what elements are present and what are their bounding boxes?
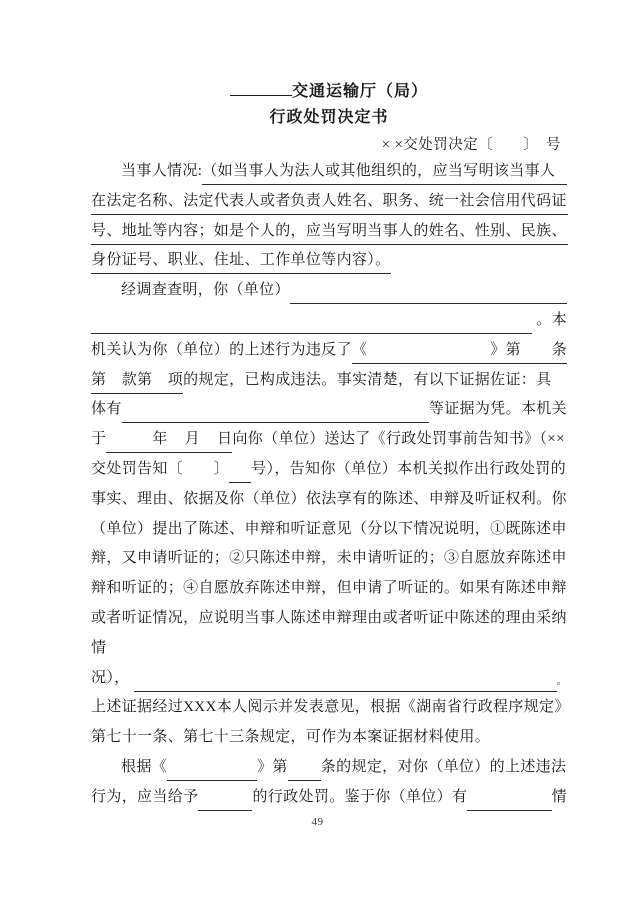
blank-field — [134, 666, 557, 692]
org-title-line — [91, 79, 567, 105]
doc-line — [91, 368, 567, 398]
blank-field — [467, 785, 551, 811]
text-segment: 的行政处罚。鉴于你（单位）有 — [252, 788, 468, 805]
text-segment: 的规定，已构成违法。事实清楚，有以下证据佐证：具 — [183, 371, 552, 388]
doc-line — [91, 785, 567, 815]
doc-line — [91, 695, 570, 725]
text-segment: 月 — [185, 427, 200, 453]
text-segment: 体有 — [91, 401, 122, 418]
text-segment: 事实、理由、依据及你（单位）依法享有的陈述、申辩及听证权利。你 — [91, 490, 567, 507]
page-number: 49 — [311, 816, 324, 828]
text-segment: 当事人情况: — [121, 163, 203, 179]
text-segment: 等证据为凭。本机关 — [428, 401, 567, 418]
doc-line — [91, 666, 567, 696]
text-segment: 行为，应当给予 — [91, 788, 199, 805]
text-segment: 辩和听证的；④自愿放弃陈述申辩，但申请了听证的。如果有陈述申辩 — [91, 580, 567, 597]
text-segment: 经调查查明，你（单位） — [121, 282, 290, 299]
blank-field — [288, 755, 321, 781]
text-segment: 情 — [551, 788, 567, 805]
blank-field — [555, 159, 567, 185]
doc-line — [91, 308, 567, 338]
text-segment: （单位）提出了陈述、申辩和听证意见（分以下情况说明，①既陈述申 — [91, 520, 567, 537]
org-title-suffix: 交通运输厅（局） — [291, 83, 428, 100]
doc-line — [91, 248, 567, 278]
doc-line — [91, 517, 567, 547]
text-segment: 交处罚告知〔 〕 — [91, 460, 230, 477]
text-segment: 身份证号、职业、住址、工作单位等内容）。 — [91, 248, 391, 274]
text-segment: 》第 — [257, 758, 288, 775]
doc-number: × ×交处罚决定〔 〕 号 — [381, 137, 561, 153]
text-segment: 第七十一条、第七十三条规定，可作为本案证据材料使用。 — [91, 729, 491, 746]
doc-line — [91, 487, 567, 517]
text-segment: 辩，又申请听证的；②只陈述申辩，未申请听证的；③自愿放弃陈述申 — [91, 550, 567, 567]
doc-line — [91, 427, 567, 457]
blank-field — [106, 427, 152, 453]
text-segment: 或者听证情况，应说明当事人陈述申辩理由或者听证中陈述的理由采纳 — [91, 609, 567, 626]
text-segment: 。 — [556, 675, 567, 687]
doc-line — [91, 636, 567, 666]
text-segment: 号、地址等内容；如是个人的，应当写明当事人的姓名、性别、民族、 — [91, 219, 567, 245]
blank-field — [168, 427, 185, 453]
text-segment: 情 — [91, 639, 107, 656]
doc-body — [91, 159, 570, 815]
text-segment: 在法定名称、法定代表人或者负责人姓名、职务、统一社会信用代码证 — [91, 189, 567, 215]
doc-line — [91, 159, 567, 189]
doc-line — [91, 219, 567, 249]
text-segment: 号），告知你（单位）本机关拟作出行政处罚的 — [251, 460, 567, 477]
doc-line — [91, 397, 567, 427]
text-segment: 根据《 — [121, 758, 168, 775]
paragraph-indent — [91, 159, 121, 184]
text-segment: 况）， — [91, 669, 134, 686]
doc-line — [91, 189, 567, 219]
text-segment: 。本 — [532, 311, 567, 328]
document-content — [91, 79, 570, 815]
doc-line — [91, 725, 567, 755]
paragraph-indent — [91, 755, 121, 780]
blank-field — [122, 397, 429, 423]
text-segment: （如当事人为法人或其他组织的，应当写明该当事人 — [202, 159, 555, 185]
blank-field — [91, 308, 532, 334]
blank-field — [167, 755, 257, 781]
doc-line — [91, 606, 567, 636]
blank-field — [367, 338, 490, 364]
doc-line — [91, 755, 567, 785]
text-segment: 第 款第 项 — [91, 368, 183, 394]
doc-line — [91, 576, 567, 606]
blank-field — [198, 785, 252, 811]
text-segment: 《 — [352, 338, 367, 364]
text-segment: 向你（单位）送达了《行政处罚事前告知书》（×× — [232, 431, 565, 448]
doc-line — [91, 278, 567, 308]
doc-line — [91, 546, 567, 576]
doc-line — [91, 457, 567, 487]
text-segment: 机关认为你（单位）的上述行为违反了 — [91, 341, 352, 358]
blank-field — [200, 427, 217, 453]
text-segment: 于 — [91, 431, 107, 448]
doc-title: 行政处罚决定书 — [269, 109, 389, 126]
doc-line — [91, 338, 567, 368]
text-segment: 日 — [217, 427, 232, 453]
text-segment: 》第 条 — [490, 338, 567, 364]
text-segment: 条的规定，对你（单位）的上述违法 — [320, 758, 567, 775]
blank-field — [290, 278, 567, 304]
text-segment: 年 — [152, 427, 167, 453]
page-footer — [0, 816, 635, 828]
text-segment: 上述证据经过XXX本人阅示并发表意见，根据《湖南省行政程序规定》 — [91, 699, 570, 716]
blank-field — [229, 457, 251, 483]
org-name-blank-field — [230, 81, 292, 96]
paragraph-indent — [91, 278, 121, 303]
